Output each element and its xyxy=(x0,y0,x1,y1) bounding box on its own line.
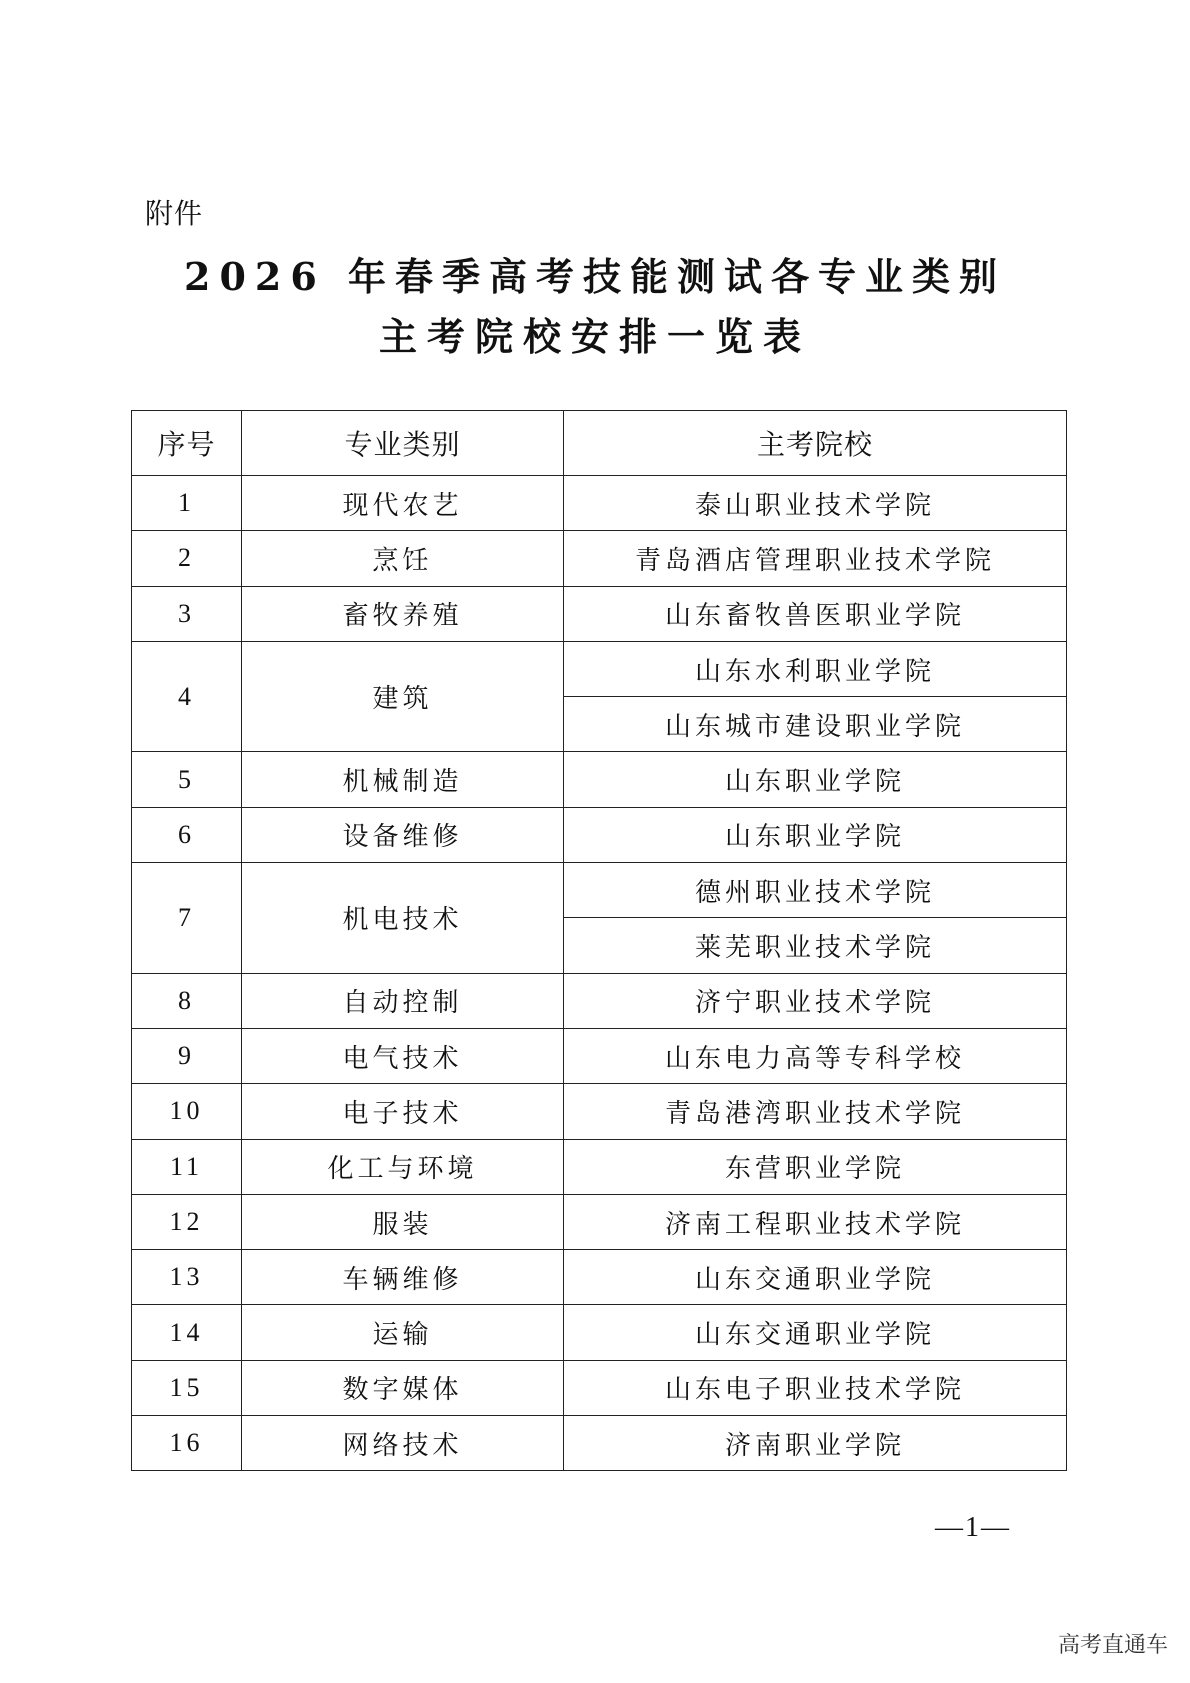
table-row xyxy=(132,973,1067,1028)
table-body xyxy=(132,476,1067,1471)
row-number: 2 xyxy=(132,531,242,586)
row-category: 机械制造 xyxy=(242,752,564,807)
row-school: 青岛酒店管理职业技术学院 xyxy=(564,531,1067,586)
row-category: 化工与环境 xyxy=(242,1139,564,1194)
row-number: 3 xyxy=(132,586,242,641)
row-school: 济南工程职业技术学院 xyxy=(564,1194,1067,1249)
row-school: 山东职业学院 xyxy=(564,807,1067,862)
row-number: 13 xyxy=(132,1250,242,1305)
row-category: 电气技术 xyxy=(242,1028,564,1083)
row-number: 6 xyxy=(132,807,242,862)
row-number: 14 xyxy=(132,1305,242,1360)
row-school: 泰山职业技术学院 xyxy=(564,476,1067,531)
table-row xyxy=(132,476,1067,531)
row-number: 11 xyxy=(132,1139,242,1194)
row-number: 15 xyxy=(132,1360,242,1415)
page-number: —1— xyxy=(935,1512,1011,1543)
row-school: 山东职业学院 xyxy=(564,752,1067,807)
row-school: 青岛港湾职业技术学院 xyxy=(564,1084,1067,1139)
row-school: 山东水利职业学院 xyxy=(564,641,1067,696)
header-category: 专业类别 xyxy=(242,411,564,476)
row-number: 10 xyxy=(132,1084,242,1139)
document-title-line-2: 主考院校安排一览表 xyxy=(378,314,811,359)
row-number: 9 xyxy=(132,1028,242,1083)
table-row xyxy=(132,1360,1067,1415)
row-number: 1 xyxy=(132,476,242,531)
row-category: 数字媒体 xyxy=(242,1360,564,1415)
row-category: 畜牧养殖 xyxy=(242,586,564,641)
row-school: 莱芜职业技术学院 xyxy=(564,918,1067,973)
row-number: 4 xyxy=(132,641,242,752)
table-row xyxy=(132,1028,1067,1083)
row-category: 建筑 xyxy=(242,641,564,752)
row-category: 运输 xyxy=(242,1305,564,1360)
row-school: 山东交通职业学院 xyxy=(564,1250,1067,1305)
table-row xyxy=(132,531,1067,586)
row-category: 电子技术 xyxy=(242,1084,564,1139)
row-school: 德州职业技术学院 xyxy=(564,863,1067,918)
row-number: 16 xyxy=(132,1416,242,1471)
table-row xyxy=(132,1139,1067,1194)
exam-schools-table xyxy=(131,410,1067,1471)
row-category: 网络技术 xyxy=(242,1416,564,1471)
row-school: 山东畜牧兽医职业学院 xyxy=(564,586,1067,641)
header-number: 序号 xyxy=(132,411,242,476)
row-category: 车辆维修 xyxy=(242,1250,564,1305)
header-school: 主考院校 xyxy=(564,411,1067,476)
row-number: 12 xyxy=(132,1194,242,1249)
attachment-label: 附件 xyxy=(145,197,204,230)
table-row xyxy=(132,586,1067,641)
row-number: 8 xyxy=(132,973,242,1028)
table-row xyxy=(132,1250,1067,1305)
row-school: 山东交通职业学院 xyxy=(564,1305,1067,1360)
table-row xyxy=(132,1084,1067,1139)
row-school: 山东城市建设职业学院 xyxy=(564,697,1067,752)
row-category: 现代农艺 xyxy=(242,476,564,531)
row-number: 7 xyxy=(132,863,242,974)
row-category: 烹饪 xyxy=(242,531,564,586)
row-school: 山东电子职业技术学院 xyxy=(564,1360,1067,1415)
table-row xyxy=(132,752,1067,807)
table-header-row xyxy=(132,411,1067,476)
row-category: 机电技术 xyxy=(242,863,564,974)
row-school: 济宁职业技术学院 xyxy=(564,973,1067,1028)
row-school: 东营职业学院 xyxy=(564,1139,1067,1194)
table-row xyxy=(132,863,1067,918)
row-number: 5 xyxy=(132,752,242,807)
row-category: 设备维修 xyxy=(242,807,564,862)
row-category: 服装 xyxy=(242,1194,564,1249)
table-row xyxy=(132,1305,1067,1360)
row-category: 自动控制 xyxy=(242,973,564,1028)
document-title-line-1: 2026 年春季高考技能测试各专业类别 xyxy=(184,254,1006,299)
table-row xyxy=(132,1416,1067,1471)
table-row xyxy=(132,807,1067,862)
watermark: 高考直通车 xyxy=(1057,1633,1168,1658)
row-school: 山东电力高等专科学校 xyxy=(564,1028,1067,1083)
table-row xyxy=(132,641,1067,696)
row-school: 济南职业学院 xyxy=(564,1416,1067,1471)
table-row xyxy=(132,1194,1067,1249)
